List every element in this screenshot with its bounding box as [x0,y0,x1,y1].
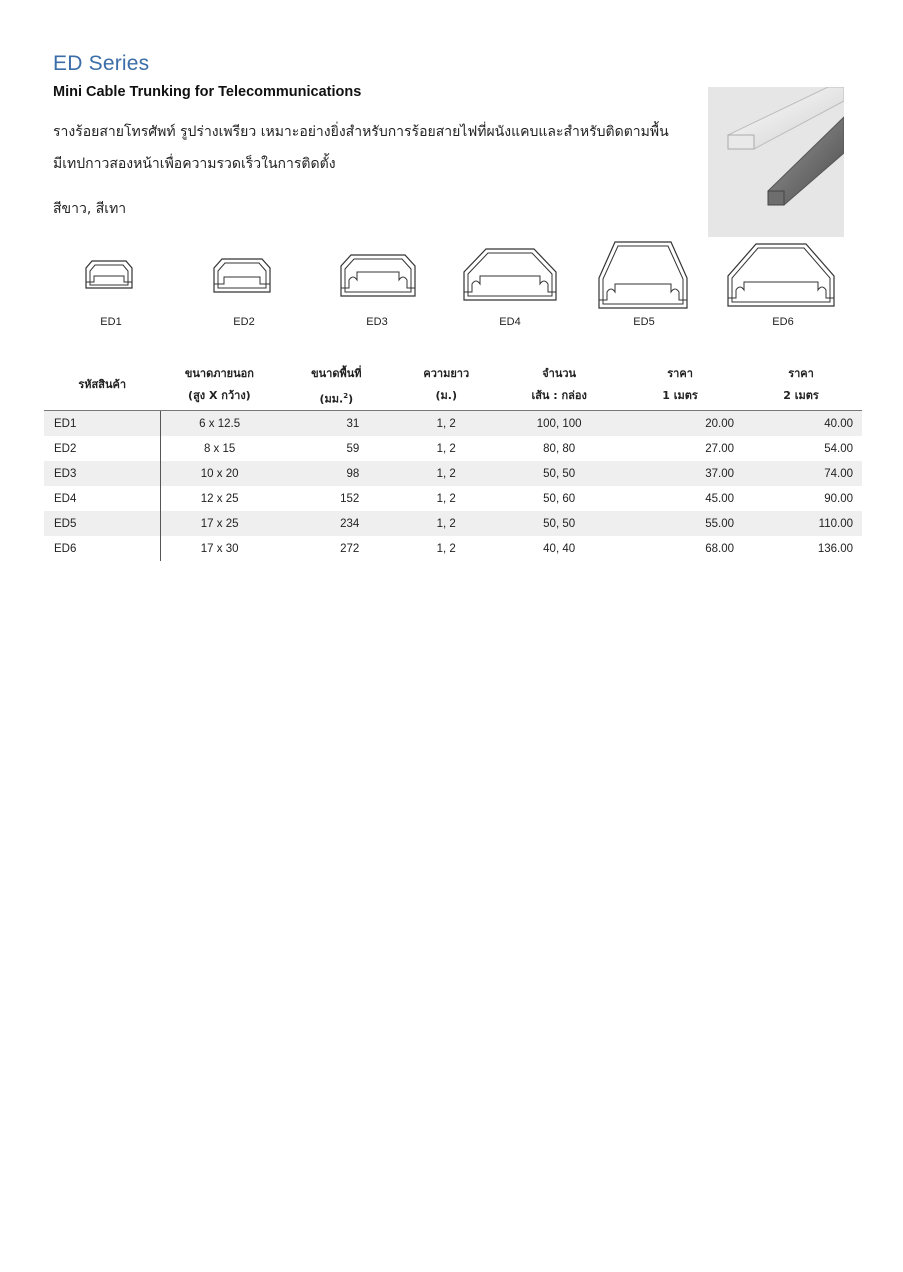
page-subtitle: Mini Cable Trunking for Telecommunications [53,84,362,100]
cell-quantity: 80, 80 [543,442,576,455]
profile-drawing-ed2 [212,256,272,294]
cell-quantity: 40, 40 [543,542,576,555]
profile-drawing-ed4 [462,246,558,302]
cell-code: ED3 [44,461,160,486]
description-line-2: มีเทปกาวสองหน้าเพื่อความรวดเร็วในการติดตั้ง [53,156,336,172]
col-header-length: ความยาว (ม.) [394,360,498,411]
cell-code: ED4 [44,486,160,511]
profile-label-ed4: ED4 [499,316,521,328]
cell-length: 1, 2 [436,492,456,505]
cell-price-1m: 68.00 [705,542,735,555]
cell-length: 1, 2 [394,461,498,486]
col-header-price-1m: ราคา 1 เมตร [620,360,740,411]
col-header-area: ขนาดพื้นที่ (มม.$^2$) [278,360,394,411]
cell-price-2m: 54.00 [824,442,853,455]
profile-label-ed3: ED3 [366,316,388,328]
cell-quantity: 50, 50 [498,511,620,536]
col-header-price-2m: ราคา 2 เมตร [740,360,862,411]
table-header-row [44,360,862,411]
page-title: ED Series [53,52,150,75]
profile-label-ed5: ED5 [633,316,655,328]
cell-size: 10 x 20 [160,461,278,486]
table-row [44,436,862,461]
profile-label-ed2: ED2 [233,316,255,328]
cell-length: 1, 2 [436,442,456,455]
col-header-quantity: จำนวน เส้น : กล่อง [498,360,620,411]
profile-drawing-ed5 [597,240,689,310]
table-row [44,536,862,561]
cell-length: 1, 2 [436,542,456,555]
cell-price-1m: 45.00 [705,492,735,505]
cell-price-2m: 136.00 [817,542,853,555]
col-header-code: รหัสสินค้า [44,360,160,411]
cell-size: 8 x 15 [203,442,236,455]
cell-price-1m: 20.00 [620,411,740,437]
profile-drawing-ed3 [339,252,417,298]
col-header-size: ขนาดภายนอก (สูง X กว้าง) [160,360,278,411]
table-row [44,411,862,437]
cell-quantity: 50, 60 [543,492,576,505]
cell-price-1m: 55.00 [620,511,740,536]
cell-price-1m: 37.00 [620,461,740,486]
spec-table [44,360,862,561]
description-line-1: รางร้อยสายโทรศัพท์ รูปร่างเพรียว เหมาะอย่างยิ่งสำหรับการร้อยสายไฟที่ผนังแคบและสำหรับติดตามพื้น [53,124,669,140]
profile-label-ed6: ED6 [772,316,794,328]
table-row [44,486,862,511]
cell-length: 1, 2 [394,411,498,437]
cell-size: 17 x 25 [160,511,278,536]
profile-label-ed1: ED1 [100,316,122,328]
cell-code: ED2 [44,436,160,461]
table-row [44,461,862,486]
table-row [44,511,862,536]
cable-trunking-photo [708,87,844,237]
profile-drawing-ed6 [726,242,836,308]
cell-area: 98 [278,461,394,486]
cell-area: 152 [340,492,360,505]
cell-area: 234 [278,511,394,536]
cell-price-2m: 74.00 [740,461,862,486]
cell-size: 17 x 30 [200,542,239,555]
cell-code: ED6 [44,536,160,561]
cell-price-2m: 90.00 [824,492,853,505]
cell-price-1m: 27.00 [705,442,735,455]
profile-drawing-ed1 [84,258,134,290]
color-options: สีขาว, สีเทา [53,201,127,217]
cell-quantity: 50, 50 [498,461,620,486]
cell-length: 1, 2 [394,511,498,536]
cell-quantity: 100, 100 [498,411,620,437]
cell-size: 6 x 12.5 [160,411,278,437]
cell-area: 272 [340,542,360,555]
cell-area: 59 [346,442,360,455]
cell-code: ED1 [44,411,160,437]
cell-size: 12 x 25 [200,492,239,505]
cell-code: ED5 [44,511,160,536]
cell-price-2m: 40.00 [740,411,862,437]
cell-area: 31 [278,411,394,437]
cell-price-2m: 110.00 [740,511,862,536]
